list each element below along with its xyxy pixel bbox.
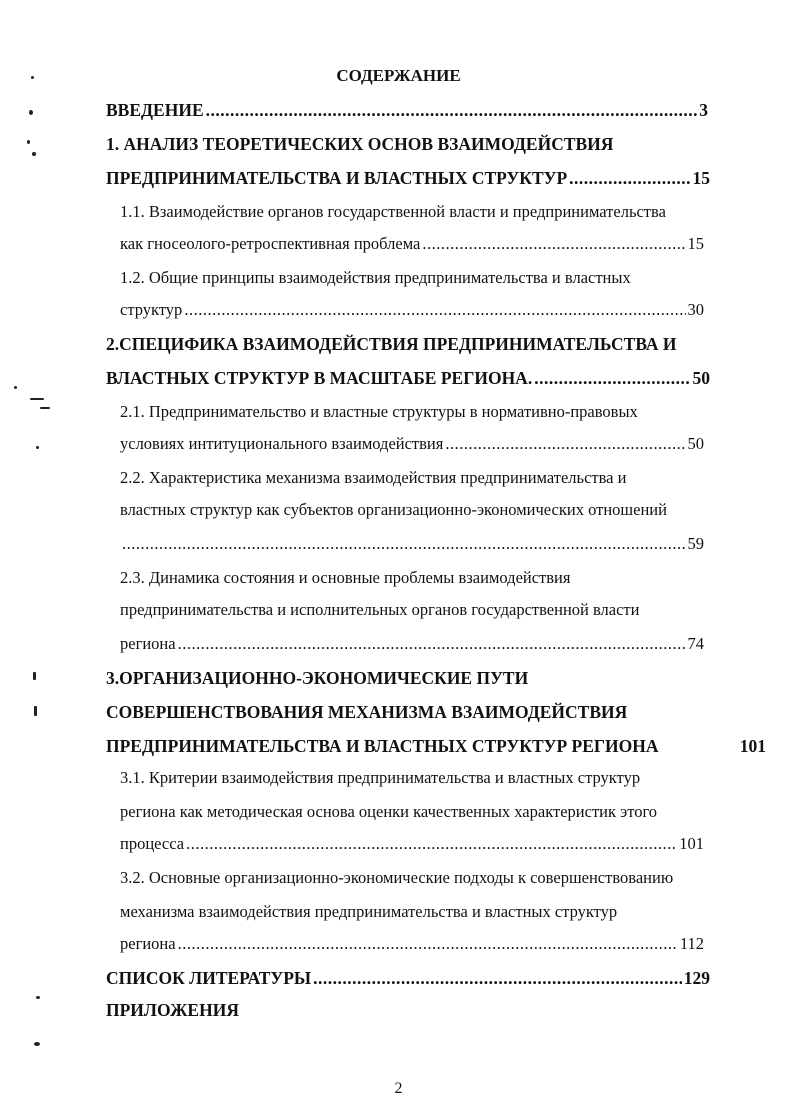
scan-speck xyxy=(33,672,36,680)
toc-chapter-1-line-1: 1. АНАЛИЗ ТЕОРЕТИЧЕСКИХ ОСНОВ ВЗАИМОДЕЙСТВИЯ xyxy=(106,134,614,154)
entry-page: 50 xyxy=(692,368,710,388)
entry-label: как гносеолого-ретроспективная проблема xyxy=(120,234,421,253)
entry-page: 112 xyxy=(679,934,704,953)
entry-page: 30 xyxy=(687,300,704,319)
scan-speck xyxy=(34,1042,40,1046)
scan-speck xyxy=(36,446,39,449)
toc-section-3-2 xyxy=(120,932,704,956)
scan-speck xyxy=(31,76,34,79)
toc-section-2-3-line-2: предпринимательства и исполнительных органов государственной власти xyxy=(120,600,640,619)
toc-title: СОДЕРЖАНИЕ xyxy=(336,66,461,85)
entry-page: 59 xyxy=(687,534,704,553)
entry-label: структур xyxy=(120,300,183,319)
toc-section-2-2-line-2: властных структур как субъектов организационно-экономических отношений xyxy=(120,500,667,519)
toc-section-2-1-line-1: 2.1. Предпринимательство и властные структуры в нормативно-правовых xyxy=(120,402,638,421)
toc-section-1-2 xyxy=(120,298,704,322)
toc-section-3-1-line-1: 3.1. Критерии взаимодействия предпринимательства и властных структур xyxy=(120,768,641,787)
scan-speck xyxy=(30,398,44,400)
entry-label: СПИСОК ЛИТЕРАТУРЫ xyxy=(106,968,312,988)
entry-page: 15 xyxy=(692,168,710,188)
scan-speck xyxy=(36,996,40,999)
entry-label: ПРЕДПРИНИМАТЕЛЬСТВА И ВЛАСТНЫХ СТРУКТУР РЕГИОНА xyxy=(106,736,659,756)
toc-section-2-3 xyxy=(120,632,704,656)
scan-speck xyxy=(34,706,37,716)
toc-section-2-3-line-1: 2.3. Динамика состояния и основные проблемы взаимодействия xyxy=(120,568,571,587)
toc-section-2-2-line-1: 2.2. Характеристика механизма взаимодействия предпринимательства и xyxy=(120,468,627,487)
toc-entry-appendix: ПРИЛОЖЕНИЯ xyxy=(106,1000,239,1020)
toc-section-3-1-line-2: региона как методическая основа оценки качественных характеристик этого xyxy=(120,802,658,821)
toc-chapter-3-line-2: СОВЕРШЕНСТВОВАНИЯ МЕХАНИЗМА ВЗАИМОДЕЙСТВИЯ xyxy=(106,702,628,722)
entry-page: 74 xyxy=(687,634,704,653)
entry-page: 3 xyxy=(699,100,708,120)
toc-section-2-2 xyxy=(120,532,704,556)
toc-entry-intro xyxy=(106,98,708,122)
dot-leader xyxy=(184,298,685,322)
entry-label: ВВЕДЕНИЕ xyxy=(106,100,204,120)
toc-section-1-1 xyxy=(120,232,704,256)
dot-leader xyxy=(122,532,686,556)
toc-chapter-3-line-1: 3.ОРГАНИЗАЦИОННО-ЭКОНОМИЧЕСКИЕ ПУТИ xyxy=(106,668,529,688)
scan-speck xyxy=(27,140,30,144)
scan-speck xyxy=(32,152,36,156)
page-number: 2 xyxy=(394,1080,403,1097)
dot-leader xyxy=(569,166,690,190)
entry-label: региона xyxy=(120,634,176,653)
scan-speck xyxy=(14,386,17,389)
entry-label: условиях интитуционального взаимодействия xyxy=(120,434,444,453)
toc-section-1-1-line-1: 1.1. Взаимодействие органов государственной власти и предпринимательства xyxy=(120,202,666,221)
scan-speck xyxy=(29,110,33,115)
toc-chapter-2-line-1: 2.СПЕЦИФИКА ВЗАИМОДЕЙСТВИЯ ПРЕДПРИНИМАТЕЛЬСТВА И xyxy=(106,334,677,354)
dot-leader xyxy=(313,966,682,990)
entry-page: 15 xyxy=(687,234,704,253)
dot-leader xyxy=(186,832,677,856)
dot-leader xyxy=(445,432,685,456)
toc-section-3-2-line-2: механизма взаимодействия предпринимательства и властных структур xyxy=(120,902,618,921)
entry-page: 101 xyxy=(739,736,766,756)
toc-chapter-1 xyxy=(106,166,710,190)
entry-label: региона xyxy=(120,934,176,953)
toc-chapter-3 xyxy=(106,734,766,758)
toc-chapter-2 xyxy=(106,366,710,390)
entry-label: ВЛАСТНЫХ СТРУКТУР В МАСШТАБЕ РЕГИОНА. xyxy=(106,368,533,388)
entry-page: 129 xyxy=(683,968,710,988)
dot-leader xyxy=(178,632,686,656)
toc-section-2-1 xyxy=(120,432,704,456)
entry-page: 50 xyxy=(687,434,704,453)
toc-section-3-1 xyxy=(120,832,704,856)
toc-section-1-2-line-1: 1.2. Общие принципы взаимодействия предпринимательства и властных xyxy=(120,268,631,287)
dot-leader xyxy=(422,232,685,256)
entry-label: процесса xyxy=(120,834,185,853)
entry-page: 101 xyxy=(679,834,704,853)
dot-leader xyxy=(206,98,698,122)
dot-leader xyxy=(178,932,678,956)
toc-section-3-2-line-1: 3.2. Основные организационно-экономические подходы к совершенствованию xyxy=(120,868,674,887)
toc-entry-literature xyxy=(106,966,710,990)
dot-leader xyxy=(534,366,690,390)
entry-label: ПРЕДПРИНИМАТЕЛЬСТВА И ВЛАСТНЫХ СТРУКТУР xyxy=(106,168,568,188)
scan-speck xyxy=(40,407,50,409)
